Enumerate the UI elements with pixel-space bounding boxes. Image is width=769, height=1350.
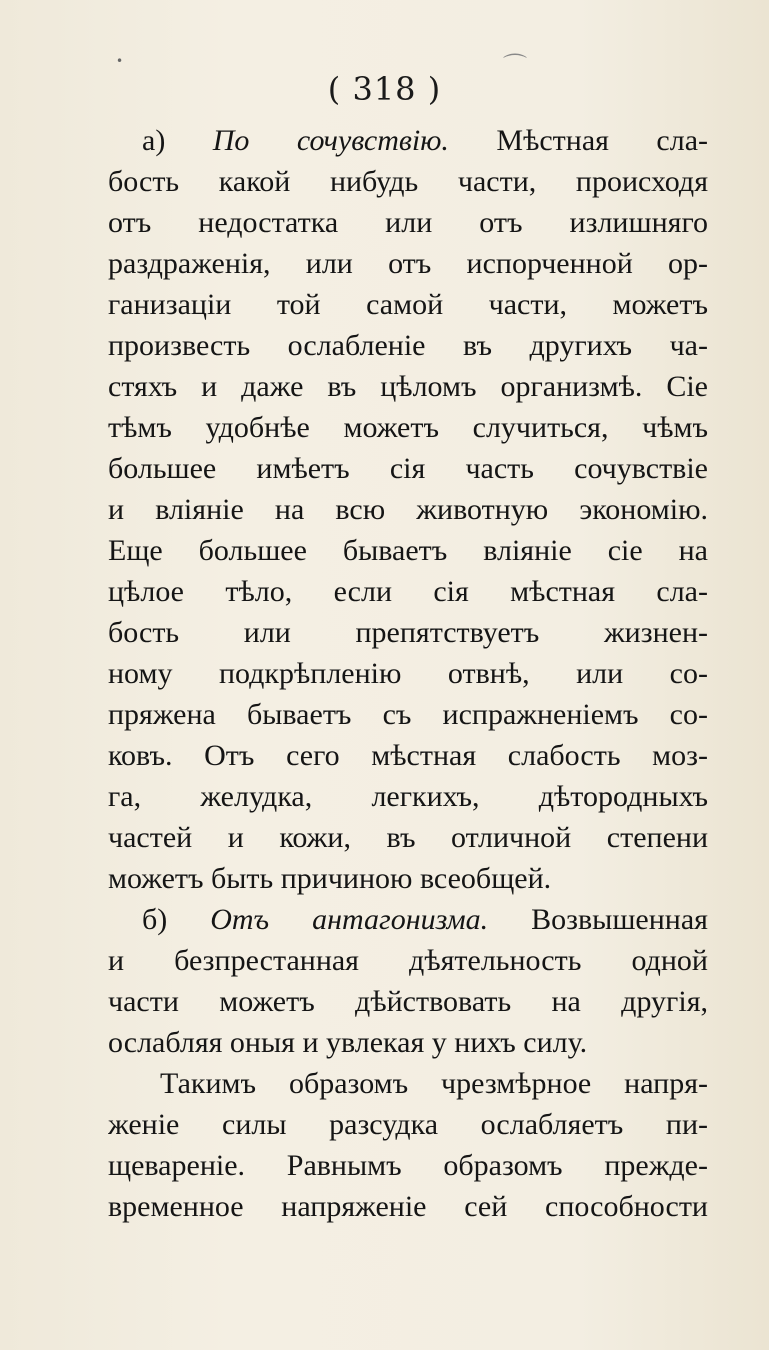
text-segment: Такимъ образомъ чрезмѣрное напря-	[160, 1067, 708, 1100]
text-segment: раздраженія, или отъ испорченной ор-	[108, 247, 708, 280]
text-line	[108, 1022, 708, 1063]
text-line	[108, 817, 708, 858]
text-segment: бость или препятствуетъ жизнен-	[108, 616, 708, 649]
text-line	[108, 981, 708, 1022]
italic-heading: Отъ антагонизма.	[210, 903, 489, 936]
text-segment: и безпрестанная дѣятельность одной	[108, 944, 708, 977]
text-segment: ному подкрѣпленію отвнѣ, или со-	[108, 657, 708, 690]
text-line	[108, 202, 708, 243]
text-line	[108, 1063, 708, 1104]
text-line	[108, 489, 708, 530]
text-segment: ослабляя оныя и увлекая у нихъ силу.	[108, 1026, 588, 1059]
text-segment: цѣлое тѣло, если сія мѣстная сла-	[108, 575, 708, 608]
text-segment: большее имѣетъ сія часть сочувствіе	[108, 452, 708, 485]
text-segment: га, желудка, легкихъ, дѣтородныхъ	[108, 780, 708, 813]
text-segment: щевареніе. Равнымъ образомъ преждe-	[108, 1149, 708, 1182]
text-segment: части можетъ дѣйствовать на другія,	[108, 985, 708, 1018]
text-line	[108, 735, 708, 776]
text-line	[108, 1145, 708, 1186]
text-line	[108, 284, 708, 325]
text-segment: Мѣстная сла-	[448, 124, 708, 157]
text-line	[108, 653, 708, 694]
text-segment: можетъ быть причиною всеобщей.	[108, 862, 552, 895]
text-line	[108, 448, 708, 489]
text-line	[108, 571, 708, 612]
text-line	[108, 1186, 708, 1227]
text-line	[108, 612, 708, 653]
text-line	[108, 776, 708, 817]
text-line	[108, 940, 708, 981]
text-segment: Еще большее бываетъ вліяніе сіе на	[108, 534, 708, 567]
text-segment: ковъ. Отъ сего мѣстная слабость моз-	[108, 739, 708, 772]
text-line	[108, 530, 708, 571]
text-line	[108, 899, 708, 940]
text-line	[108, 120, 708, 161]
text-line	[108, 858, 708, 899]
text-line	[108, 407, 708, 448]
text-segment: тѣмъ удобнѣе можетъ случиться, чѣмъ	[108, 411, 708, 444]
text-segment: женіе силы разсудка ослабляетъ пи-	[108, 1108, 708, 1141]
text-segment: б)	[142, 903, 211, 936]
text-line	[108, 366, 708, 407]
text-segment: бость какой нибудь части, происходя	[108, 165, 708, 198]
body-text	[108, 120, 708, 1227]
text-segment: временное напряженіе сей способности	[108, 1190, 708, 1223]
text-line	[108, 694, 708, 735]
italic-heading: По сочувствію.	[212, 124, 449, 157]
text-line	[108, 161, 708, 202]
text-segment: произвесть ослабленіе въ другихъ ча-	[108, 329, 708, 362]
text-segment: пряжена бываетъ съ испражненіемъ со-	[108, 698, 708, 731]
text-segment: и вліяніе на всю животную экономію.	[108, 493, 708, 526]
text-segment: частей и кожи, въ отличной степени	[108, 821, 708, 854]
text-line	[108, 325, 708, 366]
text-segment: стяхъ и даже въ цѣломъ организмѣ. Сіе	[108, 370, 708, 403]
text-line	[108, 243, 708, 284]
text-line	[108, 1104, 708, 1145]
text-segment: Возвышенная	[488, 903, 708, 936]
text-segment: а)	[142, 124, 213, 157]
ink-speck: •	[116, 54, 124, 68]
text-segment: отъ недостатка или отъ излишняго	[108, 206, 708, 239]
page-number: ( 318 )	[327, 70, 442, 108]
pencil-mark: ⌒	[503, 52, 527, 80]
text-segment: ганизаціи той самой части, можетъ	[108, 288, 708, 321]
